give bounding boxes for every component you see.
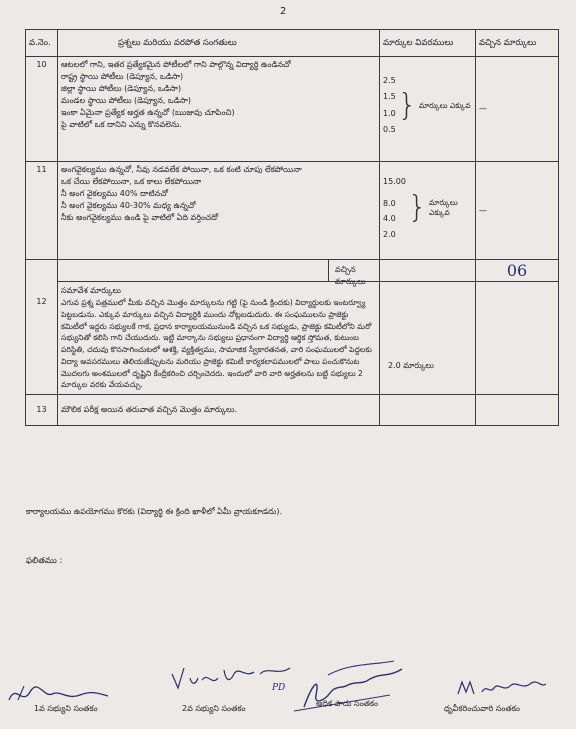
row-11-line: ఒక చేయి లేకపోయినా, ఒక కాలు లేకపోయినా (61, 177, 202, 186)
marks-table (25, 29, 559, 426)
subtotal-row (58, 260, 379, 286)
row-11-got-value: — (479, 205, 487, 215)
row-11-line: నీ అంగ వైకల్యము 40% దాటినచో (61, 189, 168, 198)
row-12-marks-value: 2.0 మార్కులు (388, 361, 434, 370)
row-10-mark: 0.5 (383, 125, 396, 135)
row-13-got (476, 395, 559, 426)
row-11-mark: 2.0 (383, 229, 396, 239)
row-10-line: జిల్లా స్థాయి పోటీలు (డెప్యూన, ఒడిసా) (61, 84, 182, 93)
office-use-note: కార్యాలయము ఉపయోగము కొరకు (విద్యార్థి ఈ క్రింది ఖాళీలో ఏమీ వ్రాయకూడదు). (26, 507, 283, 516)
page-number: 2 (280, 6, 287, 17)
row-11-sno: 11 (26, 162, 58, 260)
row-12-marks (380, 260, 476, 395)
row-11-mark: 8.0 (383, 198, 396, 208)
brace-icon: } (397, 87, 417, 123)
result-label: ఫలితము : (26, 556, 63, 566)
row-10-marks (380, 57, 476, 162)
row-10-sno: 10 (26, 57, 58, 162)
table-row-11 (26, 162, 559, 260)
signature-4-icon (452, 676, 552, 700)
row-12-title: సమావేశ మార్కులు (61, 286, 121, 295)
header-marks-detail: మార్కుల వివరములు (380, 30, 476, 57)
row-13-sno: 13 (26, 395, 58, 426)
row-10-line: రాష్ట్ర స్థాయి పోటీలు (డెప్యూన, ఒడిసా) (61, 72, 184, 81)
signature-2-icon (168, 660, 298, 696)
row-11-mark: 15.00 (383, 177, 406, 186)
row-10-line: ఆటలలో గాని, ఇతర ప్రత్యేకమైన పోటీలలో గాని పాల్గొన్న విద్యార్థి ఉండినచో (61, 60, 291, 69)
row-10-got (476, 57, 559, 162)
row-10-mark: 1.0 (383, 108, 396, 118)
brace-icon: } (407, 190, 427, 226)
subtotal-value: 06 (506, 261, 528, 280)
row-12-paragraph: ఎగువ ప్రశ్న పత్రములో మీకు వచ్చిన మొత్తం మార్కులను గట్టి (పై నుండి క్రిందకు) విద్యార్థులకు ఇంటర్వ్యూ పెట్టబడును. ఎక్కువ మార్కులు వచ్చిన విద్యార్థికి ముందు నోట్లబడుదురు. ఈ సంఘములను ప్రాజెక్టు కమిటీలో ఇద్దరు సభ్యులకే గాక, ప్రధాన కార్యాలయమునుండి వచ్చిన ఒక సభ్యుడు, ప్రాజెక్టు కమిటీలోని మరో సభ్యునితో కలిసి గాని చేయుదురు. ఇట్టి మార్కాను సభ్యులు ప్రధానంగా విద్యార్థి ఆర్థిక స్తోమత, కుటుంబ పరిస్థితి, చదువు కొనసాగించుటలో ఆశక్తి, వ్యక్తిత్వము, సామాజిక స్వీకారతనత, వారి సంఘములలో పెద్దలకు విద్యా అవసరములు తెలియజేప్పుటను మరియు ప్రాజెక్టు కమిటీ కార్యకలాపములలో పాలు పంచుకొనుట మొదలగు అంశములలో దృష్టిని కేంద్రీకరించి చర్చించెదరు. ఇందులో వారి వారి అర్హతలను బట్టి సభ్యులు 2 మార్కుల వరకు వేయవచ్చు. (61, 298, 372, 390)
row-11-text (58, 162, 380, 260)
row-11-marks-label: మార్కులు ఎక్కువ (429, 197, 458, 218)
table-row-10 (26, 57, 559, 162)
row-11-line: నీ అంగ వైకల్యము 40-30% మధ్య ఉన్నచో (61, 201, 196, 210)
row-12-got (476, 260, 559, 395)
row-11-got (476, 162, 559, 260)
row-12-sno: 12 (26, 260, 58, 395)
header-marks-got: వచ్చిన మార్కులు (476, 30, 559, 57)
row-10-mark: 1.5 (383, 92, 396, 102)
row-10-got-value: — (479, 104, 487, 113)
row-10-line: మండల స్థాయి పోటీలు (డెప్యూన, ఒడిసా) (61, 96, 192, 105)
signature-3-label: అధిక పాదు సంతకం (316, 699, 379, 708)
row-11-line: నీకు అంగవైకల్యము ఉండి పై వాటిలో ఏది వర్తించదో (61, 213, 219, 222)
subtotal-label: వచ్చిన మార్కులు (335, 265, 366, 286)
row-10-line: ఇంకా ఏమైనా ప్రత్యేక అర్హత ఉన్నచో (ఋజువు చూపించి) (61, 108, 235, 117)
table-row-13 (26, 395, 559, 426)
row-11-marks (380, 162, 476, 260)
row-12-text (58, 260, 380, 395)
row-10-line: పై వాటిలో ఒక దానిని ఎన్ను కొనవలెను. (61, 120, 182, 129)
table-row-12 (26, 260, 559, 395)
header-sno: వ.నెం. (26, 30, 58, 57)
svg-text:PD: PD (272, 683, 286, 693)
signature-1-label: 1వ సభ్యుని సంతకం (34, 704, 98, 713)
row-10-text (58, 57, 380, 162)
header-question: ప్రశ్నలు మరియు వరపోత సంగతులు (58, 30, 380, 57)
row-10-marks-label: మార్కులు ఎక్కువ (418, 100, 471, 110)
row-13-text: మౌలిక పరీక్ష అయిన తరువాత వచ్చిన మొత్తం మార్కులు. (58, 395, 380, 426)
row-11-mark: 4.0 (383, 214, 396, 224)
signature-2-label: 2వ సభ్యుని సంతకం (182, 704, 246, 713)
row-10-mark: 2.5 (383, 76, 396, 85)
row-11-line: అంగవైకల్యము ఉన్నచో, నీవు నడవలేక పోయినా, ఒక కంటి చూపు లేకపోయినా (61, 165, 302, 174)
row-13-marks (380, 395, 476, 426)
table-header-row (26, 30, 559, 57)
signature-4-label: ధృవీకరించువారి సంతకం (444, 704, 520, 713)
